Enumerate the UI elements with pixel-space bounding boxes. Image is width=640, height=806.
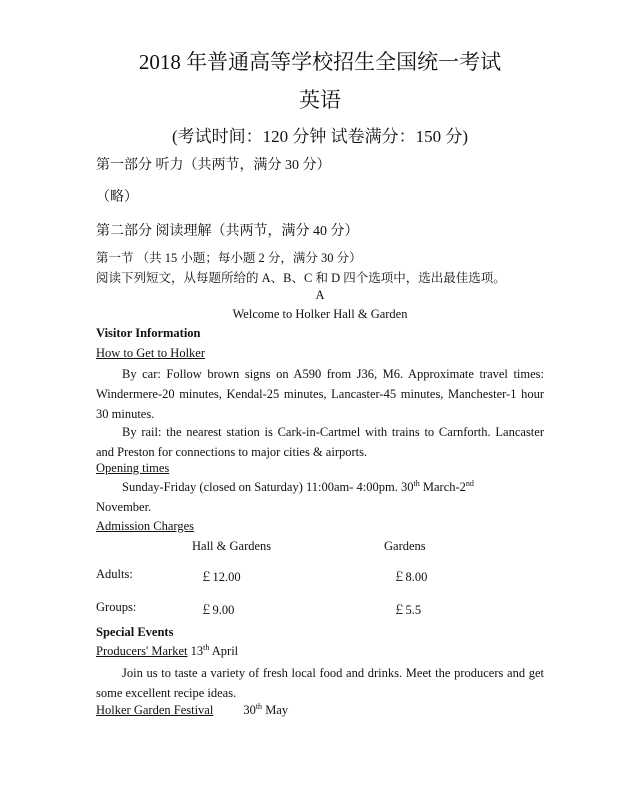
garden-festival-title: Holker Garden Festival	[96, 703, 214, 717]
exam-info: (考试时间：120 分钟 试卷满分：150 分)	[171, 127, 469, 146]
visitor-info-heading: Visitor Information	[96, 326, 201, 340]
row-adults-hall-price: ￡12.00	[200, 570, 241, 584]
row-groups-label: Groups:	[96, 600, 137, 614]
row-groups-garden-price: ￡5.5	[393, 603, 422, 617]
opening-text-b: March-2	[419, 480, 466, 494]
by-car-paragraph: By car: Follow brown signs on A590 from J36, M6. Approximate travel times: Windermere-20 minutes, Kendal-25 minutes, Lancaster-45 minutes, Manchester-1 hour 30 minutes.	[96, 367, 544, 421]
opening-times-end: November.	[96, 500, 152, 514]
part1-heading: 第一部分 听力（共两节，满分 30 分）	[96, 158, 331, 173]
opening-text-a: Sunday-Friday (closed on Saturday) 11:00am- 4:00pm. 30	[122, 480, 414, 494]
opening-times-line	[122, 480, 544, 495]
row-adults-label: Adults:	[96, 567, 133, 581]
row-groups-hall-price: ￡9.00	[200, 603, 235, 617]
garden-festival-month: May	[262, 703, 289, 717]
exam-subject: 英语	[299, 88, 341, 112]
special-events-heading: Special Events	[96, 625, 174, 639]
producers-market-month: April	[209, 644, 239, 658]
table-col-gardens: Gardens	[384, 539, 426, 553]
passage-letter: A	[315, 288, 325, 302]
opening-times-heading: Opening times	[96, 461, 170, 475]
producers-market-sup: th	[203, 642, 210, 652]
admission-heading: Admission Charges	[96, 519, 195, 533]
exam-title: 2018 年普通高等学校招生全国统一考试	[138, 50, 502, 74]
table-col-hall-gardens: Hall & Gardens	[192, 539, 272, 553]
row-adults-garden-price: ￡8.00	[393, 570, 428, 584]
producers-market-title: Producers' Market	[96, 644, 188, 658]
opening-sup-1: th	[413, 478, 420, 488]
garden-festival-sup: th	[255, 701, 263, 711]
garden-festival-date: 30	[243, 703, 256, 717]
producers-market-line	[96, 644, 238, 659]
part2-heading: 第二部分 阅读理解（共两节，满分 40 分）	[96, 224, 359, 239]
passage-title: Welcome to Holker Hall & Garden	[232, 307, 408, 321]
section1-heading: 第一节 （共 15 小题；每小题 2 分，满分 30 分）	[96, 251, 362, 265]
opening-sup-2: nd	[465, 478, 474, 488]
instruction: 阅读下列短文，从每题所给的 A、B、C 和 D 四个选项中，选出最佳选项。	[96, 271, 506, 285]
producers-market-paragraph: Join us to taste a variety of fresh local food and drinks. Meet the producers and get some excellent recipe ideas.	[96, 666, 544, 700]
garden-festival-line	[96, 703, 288, 718]
how-to-get-heading: How to Get to Holker	[96, 346, 206, 360]
producers-market-date: 13	[187, 644, 204, 658]
part1-omitted: （略）	[96, 190, 138, 205]
by-rail-paragraph: By rail: the nearest station is Cark-in-Cartmel with trains to Carnforth. Lancaster and Preston for connections to major cities & airports.	[96, 425, 544, 459]
